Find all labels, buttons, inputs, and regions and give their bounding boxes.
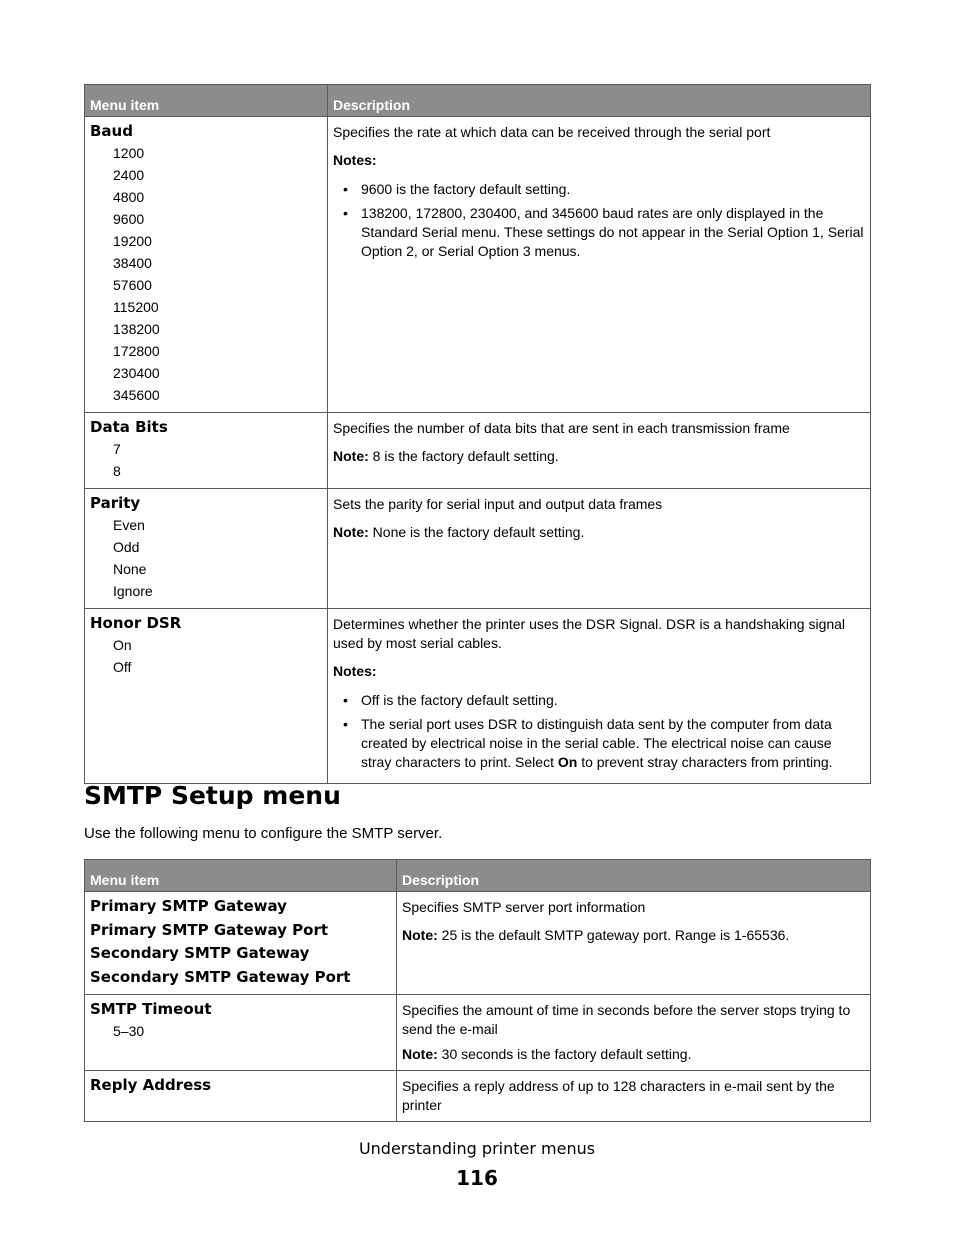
note-bullet-text: to prevent stray characters from printing. (577, 754, 833, 770)
table-row (85, 609, 871, 784)
table-row (85, 413, 871, 489)
menu-option: 57600 (113, 277, 152, 293)
description-text: Specifies the rate at which data can be received through the serial port (333, 124, 771, 140)
notes-heading: Notes: (333, 152, 377, 168)
page-footer (0, 1139, 954, 1158)
note-bullet-bold: On (557, 754, 578, 770)
menu-item-title: Baud (90, 122, 133, 140)
menu-option: 1200 (113, 145, 145, 161)
menu-item-title: Parity (90, 494, 141, 512)
section-heading: SMTP Setup menu (84, 781, 341, 810)
description-cell (397, 892, 871, 995)
menu-option: 230400 (113, 365, 160, 381)
menu-item-title: SMTP Timeout (90, 999, 212, 1018)
menu-option: 9600 (113, 211, 145, 227)
menu-item-cell (85, 489, 328, 609)
menu-option: 4800 (113, 189, 145, 205)
table-row (85, 994, 871, 1070)
menu-item-title: Secondary SMTP Gateway (90, 944, 310, 962)
table-row (85, 117, 871, 413)
menu-option: Even (113, 517, 145, 533)
menu-item-title: Reply Address (90, 1075, 212, 1094)
menu-item-cell (85, 609, 328, 784)
note-bullet (333, 715, 865, 772)
notes-list (333, 691, 865, 772)
menu-option: Ignore (113, 583, 153, 599)
notes-heading: Notes: (333, 663, 377, 679)
description-text: Specifies a reply address of up to 128 characters in e-mail sent by the printer (402, 1077, 835, 1113)
note-text (402, 926, 865, 945)
menu-option: 2400 (113, 167, 145, 183)
table-row (85, 1070, 871, 1121)
note-bullet: • 9600 is the factory default setting. (333, 180, 865, 199)
menu-option: None (113, 561, 147, 577)
menu-option: 172800 (113, 343, 160, 359)
description-cell (328, 609, 871, 784)
menu-option: 115200 (113, 299, 159, 315)
menu-item-title: Data Bits (90, 418, 168, 436)
column-header-description: Description (328, 85, 871, 117)
note-body: 25 is the default SMTP gateway port. Range is 1-65536. (437, 927, 790, 943)
menu-item-cell (85, 994, 397, 1070)
smtp-settings-table (84, 859, 871, 1122)
column-header-menu-item: Menu item (85, 860, 397, 892)
description-cell (397, 1070, 871, 1121)
menu-option: 8 (113, 463, 121, 479)
note-label: Note: (402, 1045, 438, 1062)
menu-item-cell (85, 1070, 397, 1121)
description-text: Determines whether the printer uses the DSR Signal. DSR is a handshaking signal used by most serial cables. (333, 616, 846, 651)
description-cell (328, 413, 871, 489)
description-text: Sets the parity for serial input and output data frames (333, 496, 663, 512)
description-cell (328, 117, 871, 413)
note-label: Note: (333, 524, 369, 540)
note-body: 8 is the factory default setting. (368, 448, 559, 464)
description-cell (397, 994, 871, 1070)
page-number: 116 (456, 1166, 498, 1190)
menu-option: On (113, 637, 132, 653)
note-body: 30 seconds is the factory default setting. (437, 1045, 692, 1062)
note-label: Note: (402, 927, 438, 943)
menu-item-cell (85, 413, 328, 489)
menu-item-title: Secondary SMTP Gateway Port (90, 967, 351, 986)
column-header-menu-item: Menu item (85, 85, 328, 117)
description-text: Specifies SMTP server port information (402, 899, 646, 915)
footer-section-title: Understanding printer menus (358, 1139, 596, 1158)
menu-option: 138200 (113, 321, 160, 337)
section-intro: Use the following menu to configure the SMTP server. (84, 825, 443, 842)
column-header-description: Description (397, 860, 871, 892)
menu-option: 19200 (113, 233, 152, 249)
menu-item-title: Primary SMTP Gateway Port (90, 920, 329, 939)
menu-option: 7 (113, 441, 121, 457)
note-bullet: • Off is the factory default setting. (333, 691, 865, 710)
menu-option: 5–30 (113, 1022, 145, 1039)
menu-option: 38400 (113, 255, 152, 271)
note-body: None is the factory default setting. (368, 524, 585, 540)
description-cell (328, 489, 871, 609)
description-text: Specifies the amount of time in seconds before the server stops trying to send the e-mail (402, 1001, 851, 1037)
notes-list (333, 180, 865, 261)
note-text (333, 447, 865, 466)
note-text (402, 1045, 865, 1064)
table-row (85, 892, 871, 995)
menu-option: Odd (113, 539, 140, 555)
menu-option: 345600 (113, 387, 160, 403)
menu-option: Off (113, 659, 132, 675)
table-row (85, 489, 871, 609)
note-text (333, 523, 865, 542)
menu-item-cell (85, 892, 397, 995)
table-header-row (85, 85, 871, 117)
note-bullet: • 138200, 172800, 230400, and 345600 baud rates are only displayed in the Standard Serial menu. These settings do not appear in the Serial Option 1, Serial Option 2, or Serial Option 3 menus. (333, 204, 865, 261)
serial-settings-table (84, 84, 871, 784)
menu-item-title: Honor DSR (90, 614, 182, 632)
note-label: Note: (333, 448, 369, 464)
note-bullet-text: The serial port uses DSR to distinguish data sent by the computer from data created by electrical noise in the serial cable. The electrical noise can cause stray characters to print. Select (361, 716, 832, 770)
menu-item-title: Primary SMTP Gateway (90, 897, 287, 915)
table-header-row (85, 860, 871, 892)
description-text: Specifies the number of data bits that are sent in each transmission frame (333, 420, 790, 436)
menu-item-cell (85, 117, 328, 413)
